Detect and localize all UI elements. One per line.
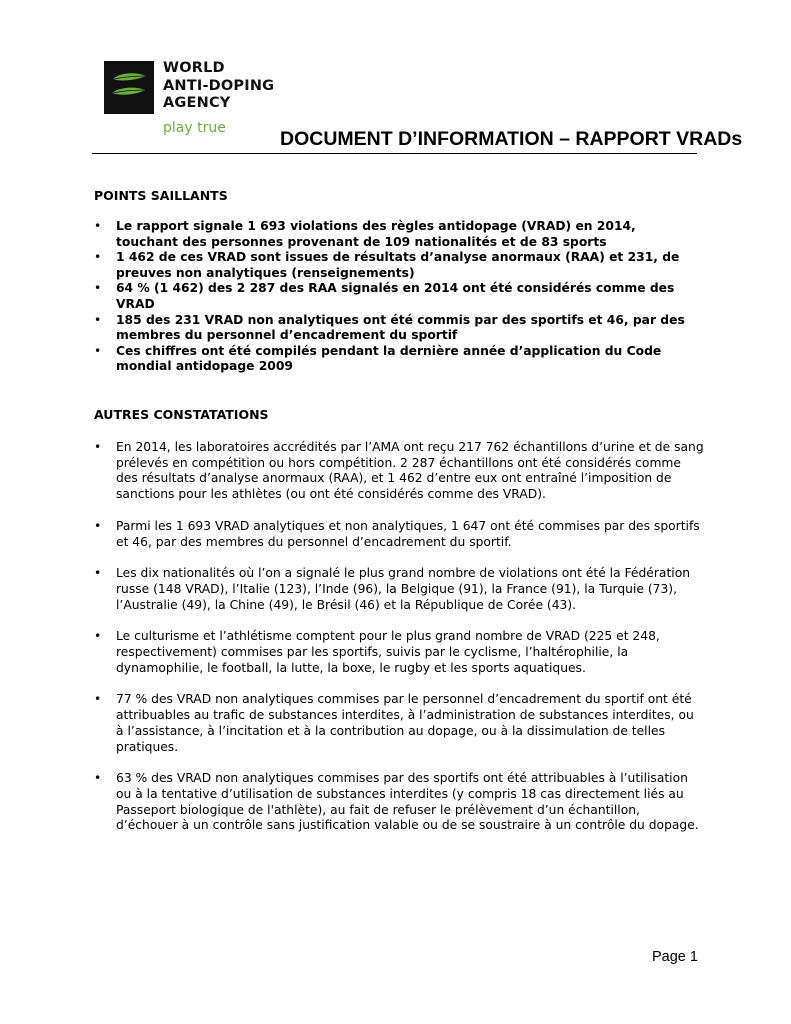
finding-item bbox=[94, 629, 704, 676]
org-name-line-1: WORLD bbox=[163, 60, 225, 76]
finding-text: Parmi les 1 693 VRAD analytiques et non analytiques, 1 647 ont été commises par des sportifs et 46, par des membres du personnel d’encadrement du sportif. bbox=[116, 518, 700, 549]
finding-text: Le culturisme et l’athlétisme comptent pour le plus grand nombre de VRAD (225 et 248, respectivement) commises par les sportifs, suivis par le cyclisme, l’haltérophilie, la dynamophilie, le football, la lutte, la boxe, le rugby et les sports aquatiques. bbox=[116, 629, 660, 675]
highlight-text: Le rapport signale 1 693 violations des règles antidopage (VRAD) en 2014, touchant des personnes provenant de 109 nationalités et de 83 sports bbox=[116, 219, 636, 249]
finding-item bbox=[94, 566, 704, 613]
highlights-heading: POINTS SAILLANTS bbox=[94, 188, 228, 203]
wada-logo-icon bbox=[104, 61, 154, 114]
bullet-icon: • bbox=[94, 440, 102, 454]
findings-heading: AUTRES CONSTATATIONS bbox=[94, 407, 269, 422]
bullet-icon: • bbox=[94, 219, 102, 233]
leaf-marks-icon bbox=[104, 61, 154, 114]
bullet-icon: • bbox=[94, 250, 102, 265]
highlight-text: 185 des 231 VRAD non analytiques ont été commis par des sportifs et 46, par des membres du personnel d’encadrement du sportif bbox=[116, 312, 685, 343]
organization-name bbox=[163, 60, 274, 113]
finding-item bbox=[94, 440, 704, 503]
page-number: Page 1 bbox=[652, 949, 698, 965]
org-name-line-2: ANTI-DOPING bbox=[163, 77, 275, 94]
highlights-list bbox=[94, 219, 694, 375]
finding-item bbox=[94, 771, 704, 834]
highlight-text: 1 462 de ces VRAD sont issues de résultats d’analyse anormaux (RAA) et 231, de preuves non analytiques (renseignements) bbox=[116, 250, 680, 280]
highlight-item bbox=[94, 281, 694, 312]
highlight-item bbox=[94, 313, 694, 344]
findings-list bbox=[94, 440, 704, 850]
tagline: play true bbox=[163, 120, 226, 136]
highlight-item bbox=[94, 219, 694, 250]
finding-text: Les dix nationalités où l’on a signalé le plus grand nombre de violations ont été la Fédération russe (148 VRAD), l’Italie (123), l’Inde (96), la Belgique (91), la France (91), la Turquie (73), l’Australie (49), la Chine (49), le Brésil (46) et la République de Corée (43). bbox=[116, 566, 691, 612]
finding-text: En 2014, les laboratoires accrédités par l’AMA ont reçu 217 762 échantillons d’urine et de sang prélevés en compétition ou hors compétition. 2 287 échantillons ont été considérés comme des résultats d’analyse anormaux (RAA), et 1 462 d’entre eux ont entraîné l’imposition de sanctions pour les athlètes (ou ont été considérés comme des VRAD). bbox=[116, 440, 704, 502]
bullet-icon: • bbox=[94, 281, 102, 296]
finding-text: 77 % des VRAD non analytiques commises par le personnel d’encadrement du sportif ont été attribuables au trafic de substances interdites, à l’administration de substances interdites, ou à l’assistance, à l’incitation et à la contribution au dopage, ou à la dissimulation de telles pratiques. bbox=[116, 692, 694, 754]
bullet-icon: • bbox=[94, 343, 102, 358]
document-title: DOCUMENT D’INFORMATION – RAPPORT VRADs bbox=[280, 128, 743, 150]
bullet-icon: • bbox=[94, 566, 102, 581]
finding-item bbox=[94, 692, 704, 755]
org-name-line-3: AGENCY bbox=[163, 95, 231, 111]
title-divider bbox=[92, 153, 697, 154]
bullet-icon: • bbox=[94, 518, 102, 533]
finding-text: 63 % des VRAD non analytiques commises par des sportifs ont été attribuables à l’utilisation ou à la tentative d’utilisation de substances interdites (y compris 18 cas directement liés au Passeport biologique de l'athlète), au fait de refuser le prélèvement d’un échantillon, d’échouer à un contrôle sans justification valable ou de se soustraire à un contrôle du dopage. bbox=[116, 771, 699, 833]
highlight-item bbox=[94, 250, 694, 281]
bullet-icon: • bbox=[94, 312, 102, 327]
bullet-icon: • bbox=[94, 771, 102, 786]
highlight-text: Ces chiffres ont été compilés pendant la dernière année d’application du Code mondial antidopage 2009 bbox=[116, 343, 662, 374]
highlight-item bbox=[94, 344, 694, 375]
highlight-text: 64 % (1 462) des 2 287 des RAA signalés en 2014 ont été considérés comme des VRAD bbox=[116, 281, 675, 311]
bullet-icon: • bbox=[94, 629, 102, 644]
finding-item bbox=[94, 519, 704, 550]
bullet-icon: • bbox=[94, 692, 102, 707]
